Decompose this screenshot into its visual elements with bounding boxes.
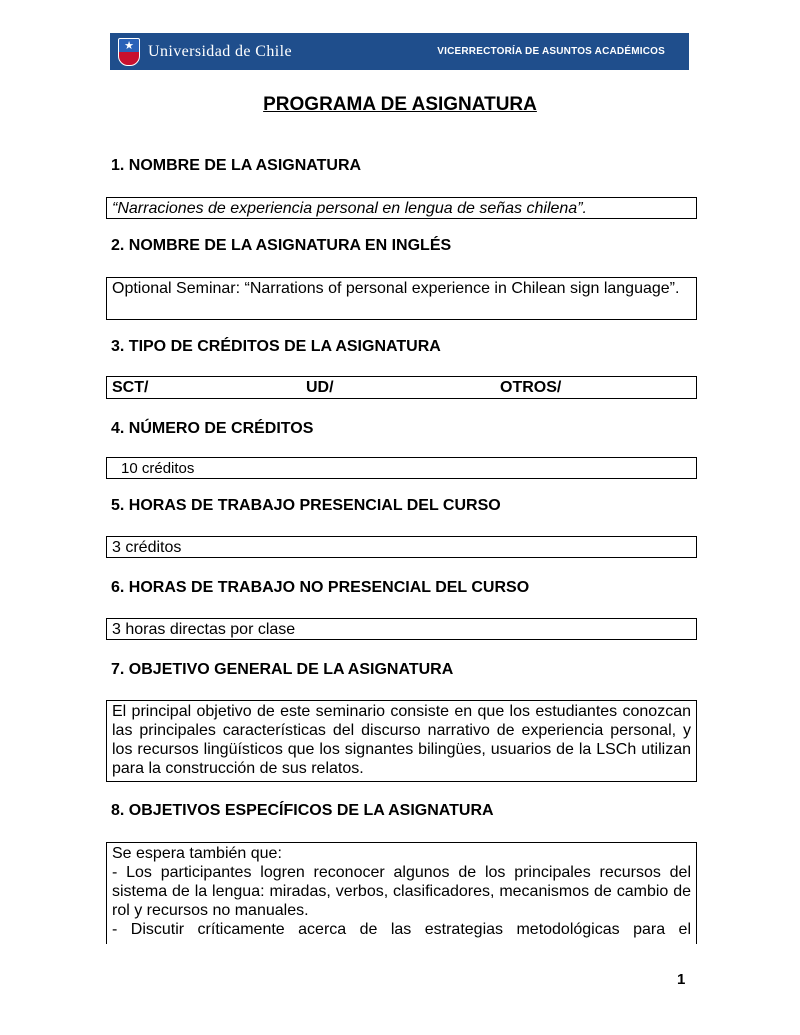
vicerrectoria-label: VICERRECTORÍA DE ASUNTOS ACADÉMICOS	[437, 46, 665, 57]
credit-type-sct: SCT/	[112, 379, 149, 396]
section-1-box	[106, 197, 697, 219]
section-2-content: Optional Seminar: “Narrations of personal experience in Chilean sign language”.	[112, 280, 680, 297]
university-logo	[118, 38, 292, 66]
section-1-content: “Narraciones de experiencia personal en lengua de señas chilena”.	[112, 200, 587, 217]
page-title: PROGRAMA DE ASIGNATURA	[263, 94, 537, 115]
section-7-heading: 7. OBJETIVO GENERAL DE LA ASIGNATURA	[111, 661, 454, 678]
section-2-box	[106, 277, 697, 320]
section-4-content: 10 créditos	[121, 460, 195, 477]
section-4-box	[106, 457, 697, 479]
section-6-content: 3 horas directas por clase	[112, 621, 296, 638]
university-name: Universidad de Chile	[148, 42, 292, 60]
section-7-content: El principal objetivo de este seminario consiste en que los estudiantes conozcan las principales características del discurso narrativo de experiencia personal, y los recursos lingüísticos que los signantes bilingües, usuarios de la LSCh utilizan para la construcción de sus relatos.	[112, 703, 691, 777]
section-7-box	[106, 700, 697, 782]
section-1-heading: 1. NOMBRE DE LA ASIGNATURA	[111, 157, 362, 174]
section-8-heading: 8. OBJETIVOS ESPECÍFICOS DE LA ASIGNATURA	[111, 802, 494, 819]
section-8-item-1: - Los participantes logren reconocer algunos de los principales recursos del sistema de la lengua: miradas, verbos, clasificadores, mecanismos de cambio de rol y recursos no manuales.	[112, 864, 691, 919]
section-8-item-2: - Discutir críticamente acerca de las estrategias metodológicas para el	[112, 921, 691, 938]
section-5-box	[106, 536, 697, 558]
section-2-heading: 2. NOMBRE DE LA ASIGNATURA EN INGLÉS	[111, 237, 452, 254]
section-3-box	[106, 376, 697, 399]
page-number: 1	[677, 971, 686, 988]
credit-types-row	[112, 378, 691, 397]
section-8-intro: Se espera también que:	[112, 845, 282, 862]
credit-type-otros: OTROS/	[500, 379, 562, 396]
section-6-heading: 6. HORAS DE TRABAJO NO PRESENCIAL DEL CURSO	[111, 579, 530, 596]
section-8-box	[106, 842, 697, 944]
section-5-content: 3 créditos	[112, 539, 182, 556]
section-5-heading: 5. HORAS DE TRABAJO PRESENCIAL DEL CURSO	[111, 497, 501, 514]
crest-icon	[118, 38, 140, 66]
header-banner	[110, 33, 689, 70]
section-6-box	[106, 618, 697, 640]
section-3-heading: 3. TIPO DE CRÉDITOS DE LA ASIGNATURA	[111, 338, 441, 355]
section-4-heading: 4. NÚMERO DE CRÉDITOS	[111, 420, 314, 437]
credit-type-ud: UD/	[306, 379, 334, 396]
